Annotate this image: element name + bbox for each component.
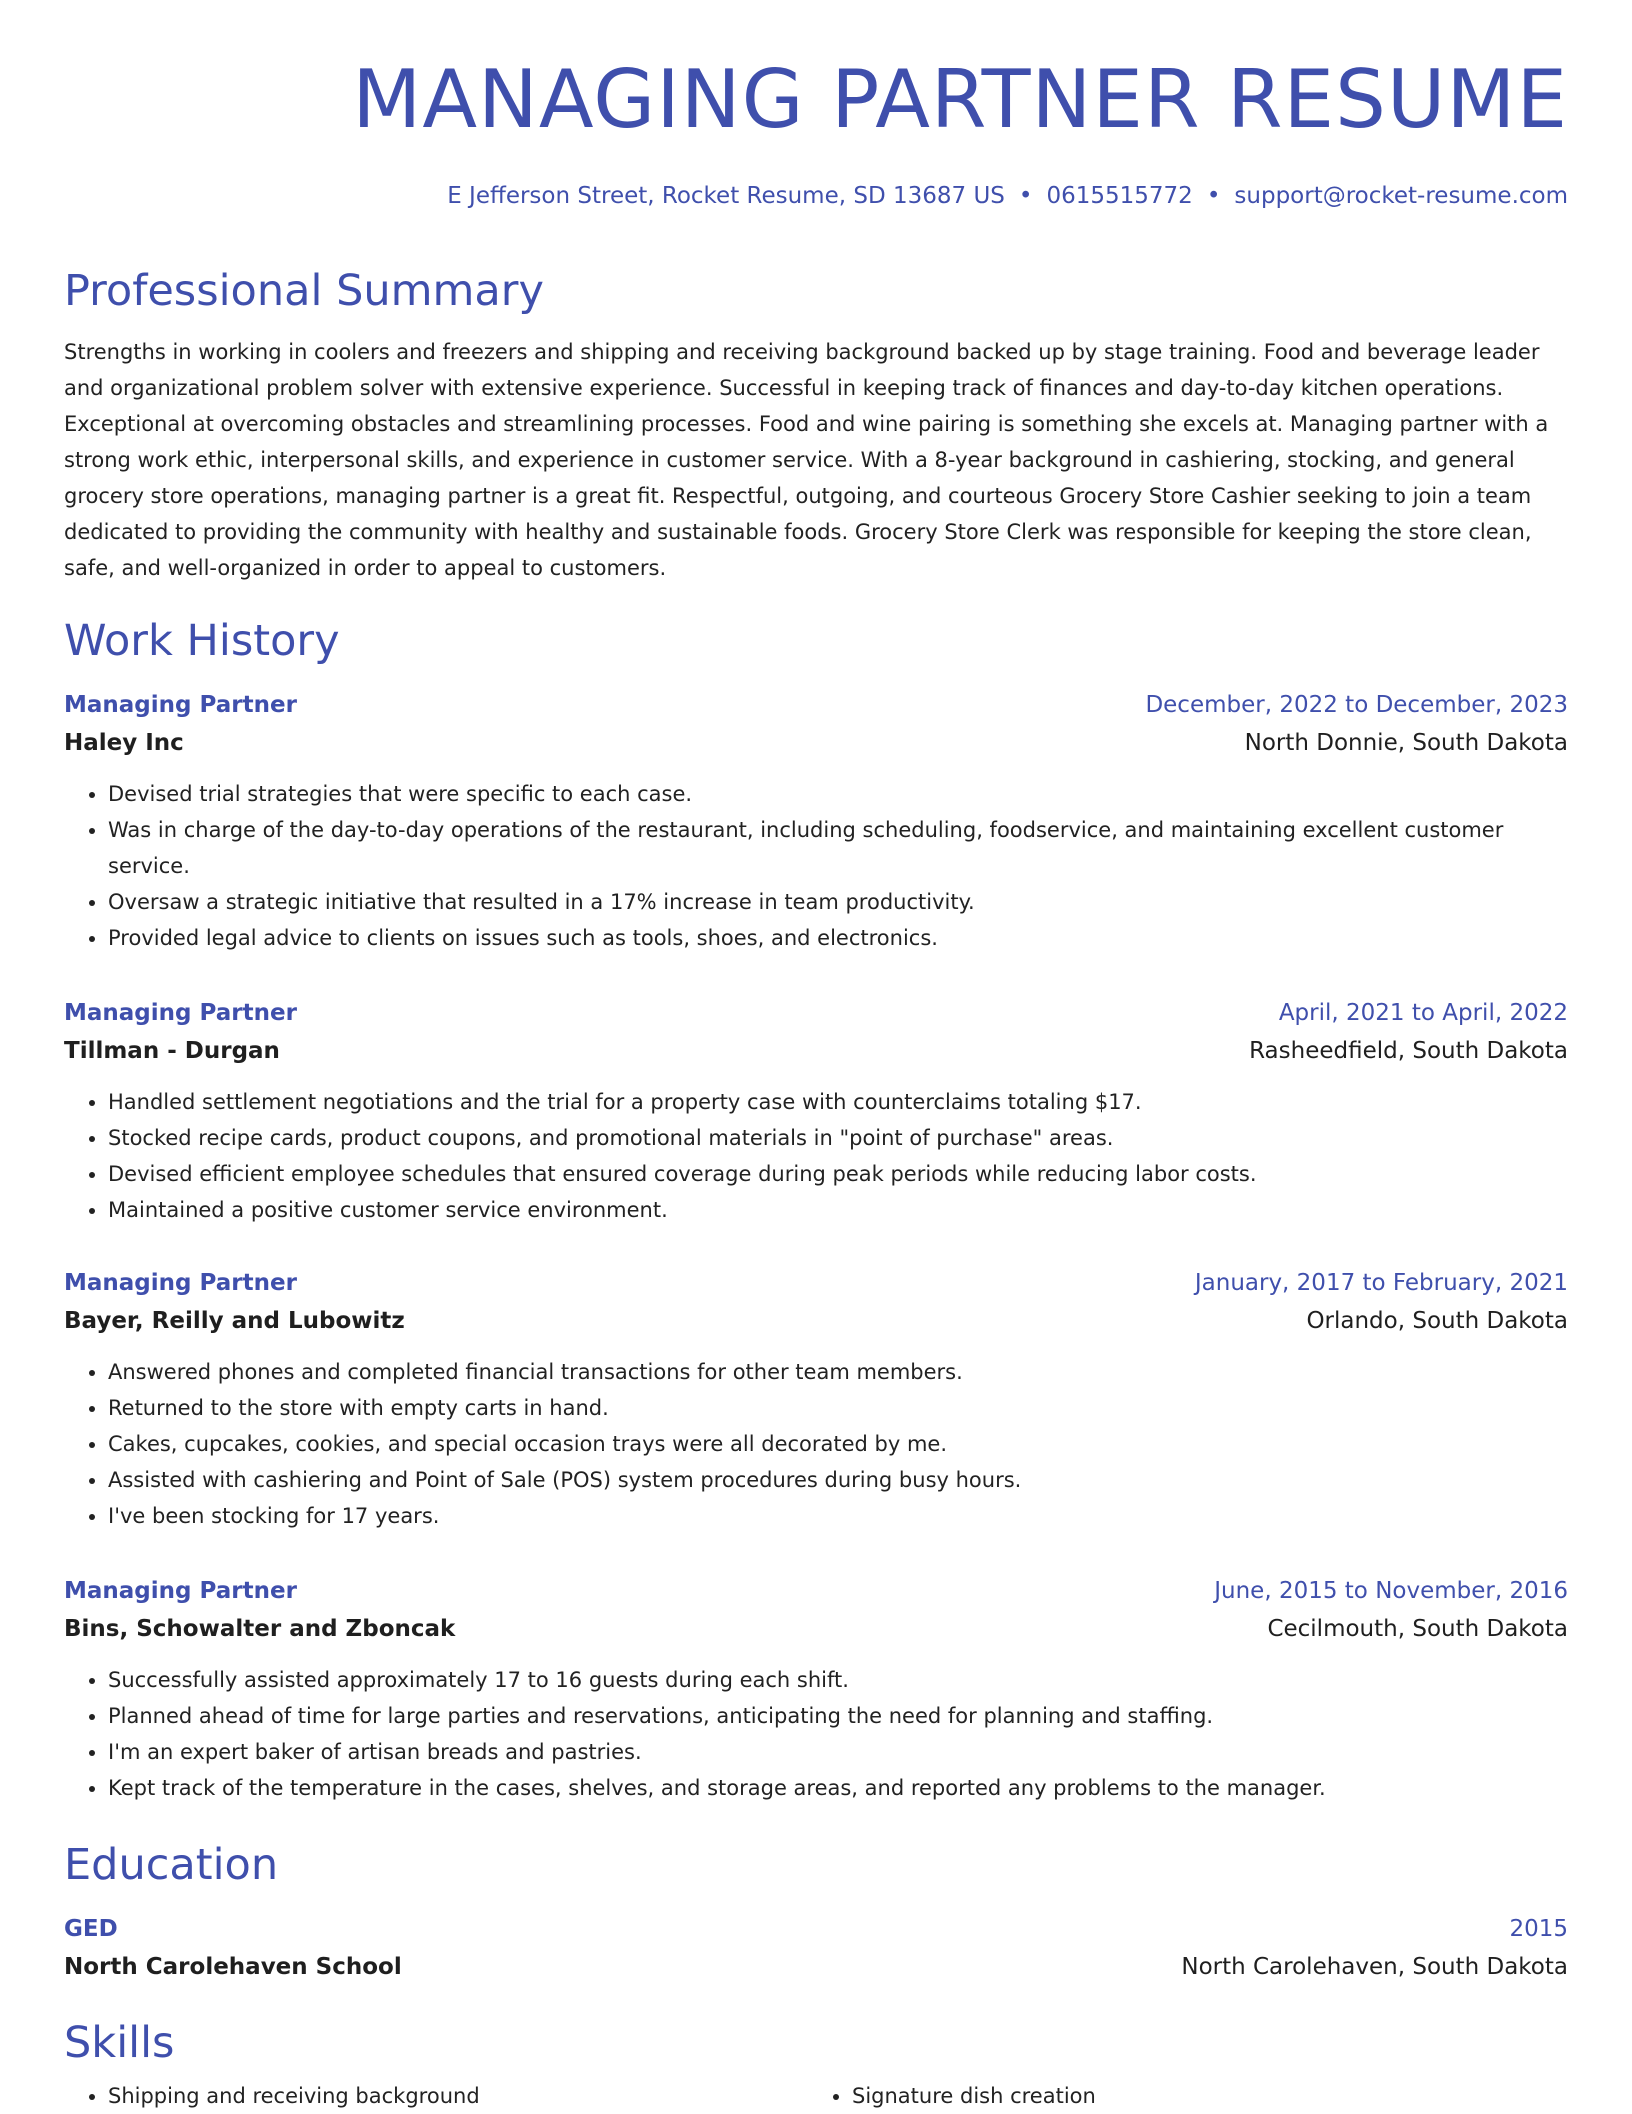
job-bullet: • I've been stocking for 17 years. <box>108 1498 1568 1534</box>
education-location: North Carolehaven, South Dakota <box>1181 1954 1568 1980</box>
job-entry <box>64 1572 1568 1806</box>
job-location: Orlando, South Dakota <box>1306 1308 1568 1334</box>
job-bullet: • Handled settlement negotiations and the trial for a property case with counterclaims totaling $17. <box>108 1084 1568 1120</box>
job-entry <box>64 994 1568 1228</box>
job-bullet: • Answered phones and completed financial transactions for other team members. <box>108 1354 1568 1390</box>
job-location: Rasheedfield, South Dakota <box>1249 1038 1568 1064</box>
resume-title: MANAGING PARTNER RESUME <box>352 53 1568 146</box>
job-title: Managing Partner <box>64 1270 297 1296</box>
job-entry <box>64 686 1568 956</box>
job-dates: December, 2022 to December, 2023 <box>1145 692 1568 718</box>
summary-heading: Professional Summary <box>64 266 544 316</box>
education-year: 2015 <box>1509 1916 1568 1942</box>
job-dates: June, 2015 to November, 2016 <box>1214 1578 1568 1604</box>
job-bullet: • Devised efficient employee schedules that ensured coverage during peak periods while reducing labor costs. <box>108 1156 1568 1192</box>
skills-list <box>64 2078 1568 2114</box>
contact-address: E Jefferson Street, Rocket Resume, SD 13687 US <box>447 183 1005 209</box>
job-bullet: • Provided legal advice to clients on issues such as tools, shoes, and electronics. <box>108 920 1568 956</box>
education-school: North Carolehaven School <box>64 1954 402 1980</box>
job-bullet: • Planned ahead of time for large parties and reservations, anticipating the need for planning and staffing. <box>108 1698 1568 1734</box>
job-bullets <box>64 1084 1568 1228</box>
job-bullets <box>64 1662 1568 1806</box>
contact-separator: • <box>1018 183 1033 209</box>
job-bullet: • Assisted with cashiering and Point of Sale (POS) system procedures during busy hours. <box>108 1462 1568 1498</box>
job-bullet: • Oversaw a strategic initiative that resulted in a 17% increase in team productivity. <box>108 884 1568 920</box>
contact-phone: 0615515772 <box>1046 183 1193 209</box>
job-company: Bayer, Reilly and Lubowitz <box>64 1308 405 1334</box>
contact-line <box>447 180 1568 212</box>
education-degree: GED <box>64 1916 118 1942</box>
job-bullets <box>64 1354 1568 1534</box>
skills-column-right <box>808 2078 1552 2114</box>
job-bullet: • Successfully assisted approximately 17 to 16 guests during each shift. <box>108 1662 1568 1698</box>
job-dates: April, 2021 to April, 2022 <box>1278 1000 1568 1026</box>
education-entry <box>64 1910 1568 1986</box>
job-bullet: • Devised trial strategies that were specific to each case. <box>108 776 1568 812</box>
job-title: Managing Partner <box>64 692 297 718</box>
job-bullet: • Kept track of the temperature in the cases, shelves, and storage areas, and reported any problems to the manager. <box>108 1770 1568 1806</box>
job-location: Cecilmouth, South Dakota <box>1267 1616 1568 1642</box>
skills-heading: Skills <box>64 2018 175 2068</box>
education-heading: Education <box>64 1840 279 1890</box>
job-bullets <box>64 776 1568 956</box>
job-company: Tillman - Durgan <box>64 1038 280 1064</box>
job-entry <box>64 1264 1568 1534</box>
job-bullet: • Cakes, cupcakes, cookies, and special occasion trays were all decorated by me. <box>108 1426 1568 1462</box>
job-location: North Donnie, South Dakota <box>1244 730 1568 756</box>
job-company: Haley Inc <box>64 730 184 756</box>
job-bullet: • Was in charge of the day-to-day operations of the restaurant, including scheduling, foodservice, and maintaining excellent customer service. <box>108 812 1568 884</box>
contact-email: support@rocket-resume.com <box>1234 183 1568 209</box>
job-bullet: • Returned to the store with empty carts in hand. <box>108 1390 1568 1426</box>
job-dates: January, 2017 to February, 2021 <box>1194 1270 1568 1296</box>
skills-column-left <box>64 2078 808 2114</box>
job-company: Bins, Schowalter and Zboncak <box>64 1616 456 1642</box>
summary-text: Strengths in working in coolers and freezers and shipping and receiving background backed up by stage training. Food and beverage leader and organizational problem solver with extensive experience. Successful in keeping track of finances and day-to-day kitchen operations. Exceptional at overcoming obstacles and streamlining processes. Food and wine pairing is something she excels at. Managing partner with a strong work ethic, interpersonal skills, and experience in customer service. With a 8-year background in cashiering, stocking, and general grocery store operations, managing partner is a great fit. Respectful, outgoing, and courteous Grocery Store Cashier seeking to join a team dedicated to providing the community with healthy and sustainable foods. Grocery Store Clerk was responsible for keeping the store clean, safe, and well-organized in order to appeal to customers. <box>64 340 1549 580</box>
contact-separator: • <box>1206 183 1221 209</box>
job-bullet: • I'm an expert baker of artisan breads and pastries. <box>108 1734 1568 1770</box>
work-history-heading: Work History <box>64 616 340 666</box>
job-title: Managing Partner <box>64 1578 297 1604</box>
job-bullet: • Maintained a positive customer service environment. <box>108 1192 1568 1228</box>
job-bullet: • Stocked recipe cards, product coupons, and promotional materials in "point of purchase" areas. <box>108 1120 1568 1156</box>
job-title: Managing Partner <box>64 1000 297 1026</box>
skill-item: • Signature dish creation <box>852 2078 1552 2114</box>
skill-item: • Shipping and receiving background <box>108 2078 808 2114</box>
